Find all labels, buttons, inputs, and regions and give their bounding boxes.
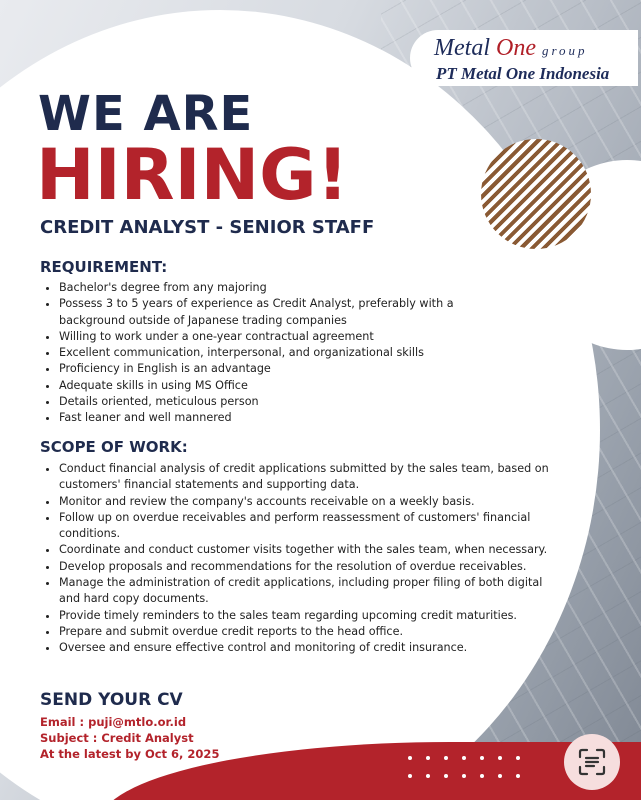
headline-we-are: WE ARE (38, 86, 254, 142)
headline-hiring: HIRING! (36, 134, 349, 216)
position-title: CREDIT ANALYST - SENIOR STAFF (40, 217, 375, 238)
logo-brand-one: One (495, 35, 536, 61)
carousel-dot[interactable] (242, 20, 255, 33)
requirement-list (40, 280, 499, 427)
requirement-item: • Bachelor's degree from any majoring (59, 280, 499, 296)
metal-one-logo (434, 35, 588, 62)
striped-circle-decoration (481, 139, 591, 249)
requirement-item: • Details oriented, meticulous person (59, 394, 499, 410)
email-line[interactable]: Email : puji@mtlo.or.id (40, 715, 187, 729)
scope-item: • Monitor and review the company's accounts receivable on a weekly basis. (59, 494, 559, 510)
dot-grid-dot (462, 774, 466, 778)
scope-item: • Oversee and ensure effective control and monitoring of credit insurance. (59, 640, 559, 656)
dot-grid-dot (426, 756, 430, 760)
requirement-item: • Proficiency in English is an advantage (59, 361, 499, 377)
dot-grid-dot (480, 774, 484, 778)
deadline-line: At the latest by Oct 6, 2025 (40, 747, 220, 761)
carousel-dot[interactable] (265, 20, 278, 33)
scope-list (40, 461, 559, 657)
scope-item: • Develop proposals and recommendations for the resolution of overdue receivables. (59, 559, 559, 575)
dot-grid-dot (480, 756, 484, 760)
text-scan-button[interactable] (564, 734, 620, 790)
dot-grid-decoration (408, 756, 534, 792)
dot-grid-dot (516, 756, 520, 760)
dot-grid-dot (498, 756, 502, 760)
dot-grid-dot (444, 774, 448, 778)
dot-grid-dot (408, 774, 412, 778)
scope-item: • Prepare and submit overdue credit reports to the head office. (59, 624, 559, 640)
requirement-item: • Fast leaner and well mannered (59, 410, 499, 426)
subject-line: Subject : Credit Analyst (40, 731, 194, 745)
scope-item: • Coordinate and conduct customer visits together with the sales team, when necessary. (59, 542, 559, 558)
dot-grid-dot (426, 774, 430, 778)
dot-grid-dot (516, 774, 520, 778)
dot-grid-dot (444, 756, 448, 760)
scope-item: • Conduct financial analysis of credit applications submitted by the sales team, based on customers' financial statements and supporting data. (59, 461, 559, 494)
dot-grid-dot (462, 756, 466, 760)
carousel-dot[interactable] (196, 20, 209, 33)
scope-item: • Provide timely reminders to the sales team regarding upcoming credit maturities. (59, 608, 559, 624)
dot-grid-dot (498, 774, 502, 778)
requirement-item: • Excellent communication, interpersonal, and organizational skills (59, 345, 499, 361)
scope-item: • Follow up on overdue receivables and perform reassessment of customers' financial conditions. (59, 510, 559, 543)
carousel-dot[interactable] (219, 20, 232, 33)
company-name: PT Metal One Indonesia (436, 64, 610, 83)
requirement-item: • Adequate skills in using MS Office (59, 378, 499, 394)
send-cv-title: SEND YOUR CV (40, 690, 183, 710)
carousel-dots-icon[interactable] (196, 20, 278, 33)
requirement-title: REQUIREMENT: (40, 258, 168, 276)
logo-group-text: group (541, 43, 588, 58)
requirement-item: • Willing to work under a one-year contractual agreement (59, 329, 499, 345)
text-scan-icon (577, 747, 607, 777)
scope-title: SCOPE OF WORK: (40, 438, 188, 456)
requirement-item: • Possess 3 to 5 years of experience as Credit Analyst, preferably with a background outside of Japanese trading companies (59, 296, 499, 329)
scope-item: • Manage the administration of credit applications, including proper filing of both digital and hard copy documents. (59, 575, 559, 608)
dot-grid-dot (408, 756, 412, 760)
logo-brand-metal: Metal (434, 35, 496, 61)
